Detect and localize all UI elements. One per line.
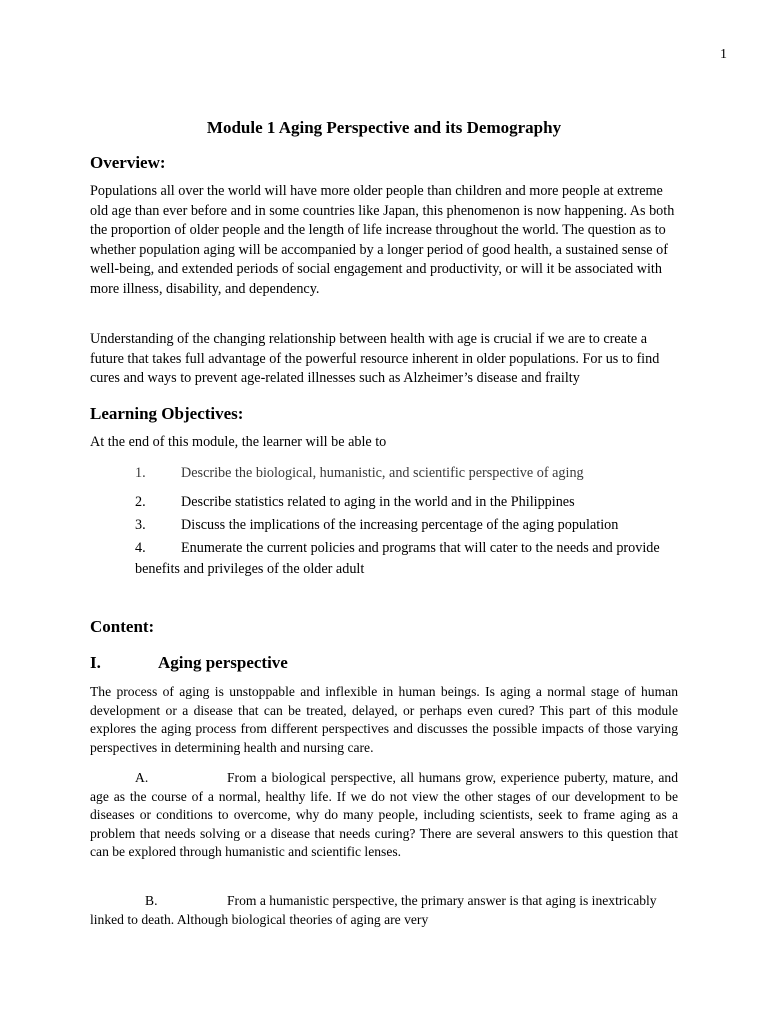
page-number: 1 [720,47,727,62]
perspective-point-b [90,892,678,929]
objective-number: 2. [135,494,146,510]
objectives-intro: At the end of this module, the learner will be able to [90,434,387,450]
module-title: Module 1 Aging Perspective and its Demography [206,118,562,137]
point-label: A. [135,770,149,785]
objective-item [135,538,675,580]
objective-item [135,494,575,511]
point-text: From a humanistic perspective, the primary answer is that aging is inextricably linked to death. Although biological theories of aging are very [90,893,657,927]
objective-number: 4. [135,540,146,556]
content-heading: Content: [90,617,155,636]
objective-text: Describe statistics related to aging in the world and in the Philippines [181,494,575,510]
objective-item [135,517,618,534]
section-number: I. [90,653,101,672]
overview-paragraph-2: Understanding of the changing relationship between health with age is crucial if we are to create a future that takes full advantage of the powerful resource inherent in older populations. For us to find cures and ways to prevent age-related illnesses such as Alzheimer’s disease and frailty [90,331,660,387]
section-title: Aging perspective [158,653,288,672]
objective-text: Discuss the implications of the increasing percentage of the aging population [181,517,619,533]
overview-paragraph-1: Populations all over the world will have more older people than children and more people at extreme old age than ever before and in some countries like Japan, this phenomenon is now happening. As both the proportion of older people and the length of life increase throughout the world. The question as to whether population aging will be accompanied by a longer period of good health, a sustained sense of well-being, and extended periods of social engagement and productivity, or will it be associated with more illness, disability, and dependency. [90,183,675,297]
objective-text: Enumerate the current policies and programs that will cater to the needs and provide benefits and privileges of the older adult [135,540,660,577]
overview-heading: Overview: [90,153,166,172]
objective-item [135,465,584,482]
point-text: From a biological perspective, all humans grow, experience puberty, mature, and age as the course of a normal, healthy life. If we do not view the other stages of our development to be diseases or conditions to overcome, why do many people, including scientists, seek to frame aging as a problem that needs solving or a disease that needs curing? There are several answers to this question that can be explored through humanistic and scientific lenses. [90,770,678,860]
aging-intro-paragraph: The process of aging is unstoppable and inflexible in human beings. Is aging a normal stage of human development or a disease that can be treated, delayed, or perhaps even cured? This part of this module explores the aging process from different perspectives and discusses the possible impacts of those varying perspectives in determining health and nursing care. [90,684,678,755]
perspective-point-a [90,769,678,862]
point-label: B. [145,893,158,908]
objective-text: Describe the biological, humanistic, and scientific perspective of aging [181,465,584,481]
learning-objectives-heading: Learning Objectives: [90,404,244,423]
objective-number: 1. [135,465,146,481]
objective-number: 3. [135,517,146,533]
section-heading [90,653,288,673]
